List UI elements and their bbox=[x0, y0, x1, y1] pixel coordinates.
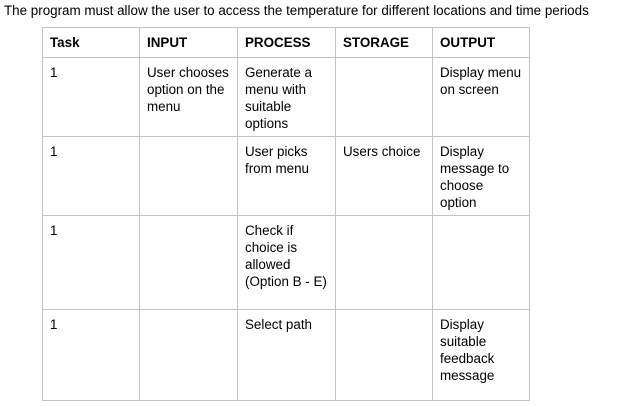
header-row bbox=[43, 28, 530, 58]
header-storage: STORAGE bbox=[336, 28, 433, 58]
cell-input bbox=[140, 310, 238, 401]
cell-output: Display menu on screen bbox=[433, 58, 530, 137]
header-input: INPUT bbox=[140, 28, 238, 58]
cell-process: Select path bbox=[238, 310, 336, 401]
table-row bbox=[43, 216, 530, 310]
cell-input bbox=[140, 216, 238, 310]
cell-task: 1 bbox=[43, 216, 140, 310]
cell-process: Generate a menu with suitable options bbox=[238, 58, 336, 137]
cell-process: Check if choice is allowed (Option B - E) bbox=[238, 216, 336, 310]
table-row bbox=[43, 58, 530, 137]
cell-output: Display message to choose option bbox=[433, 137, 530, 216]
intro-text: The program must allow the user to access the temperature for different locations and time periods bbox=[4, 3, 589, 18]
cell-task: 1 bbox=[43, 58, 140, 137]
cell-process: User picks from menu bbox=[238, 137, 336, 216]
header-task: Task bbox=[43, 28, 140, 58]
cell-task: 1 bbox=[43, 310, 140, 401]
cell-output: Display suitable feedback message bbox=[433, 310, 530, 401]
cell-output bbox=[433, 216, 530, 310]
cell-input bbox=[140, 137, 238, 216]
ipso-table bbox=[42, 27, 530, 401]
cell-storage bbox=[336, 58, 433, 137]
cell-input: User chooses option on the menu bbox=[140, 58, 238, 137]
header-process: PROCESS bbox=[238, 28, 336, 58]
header-output: OUTPUT bbox=[433, 28, 530, 58]
table-row bbox=[43, 310, 530, 401]
cell-storage bbox=[336, 310, 433, 401]
cell-storage: Users choice bbox=[336, 137, 433, 216]
cell-storage bbox=[336, 216, 433, 310]
table-row bbox=[43, 137, 530, 216]
cell-task: 1 bbox=[43, 137, 140, 216]
